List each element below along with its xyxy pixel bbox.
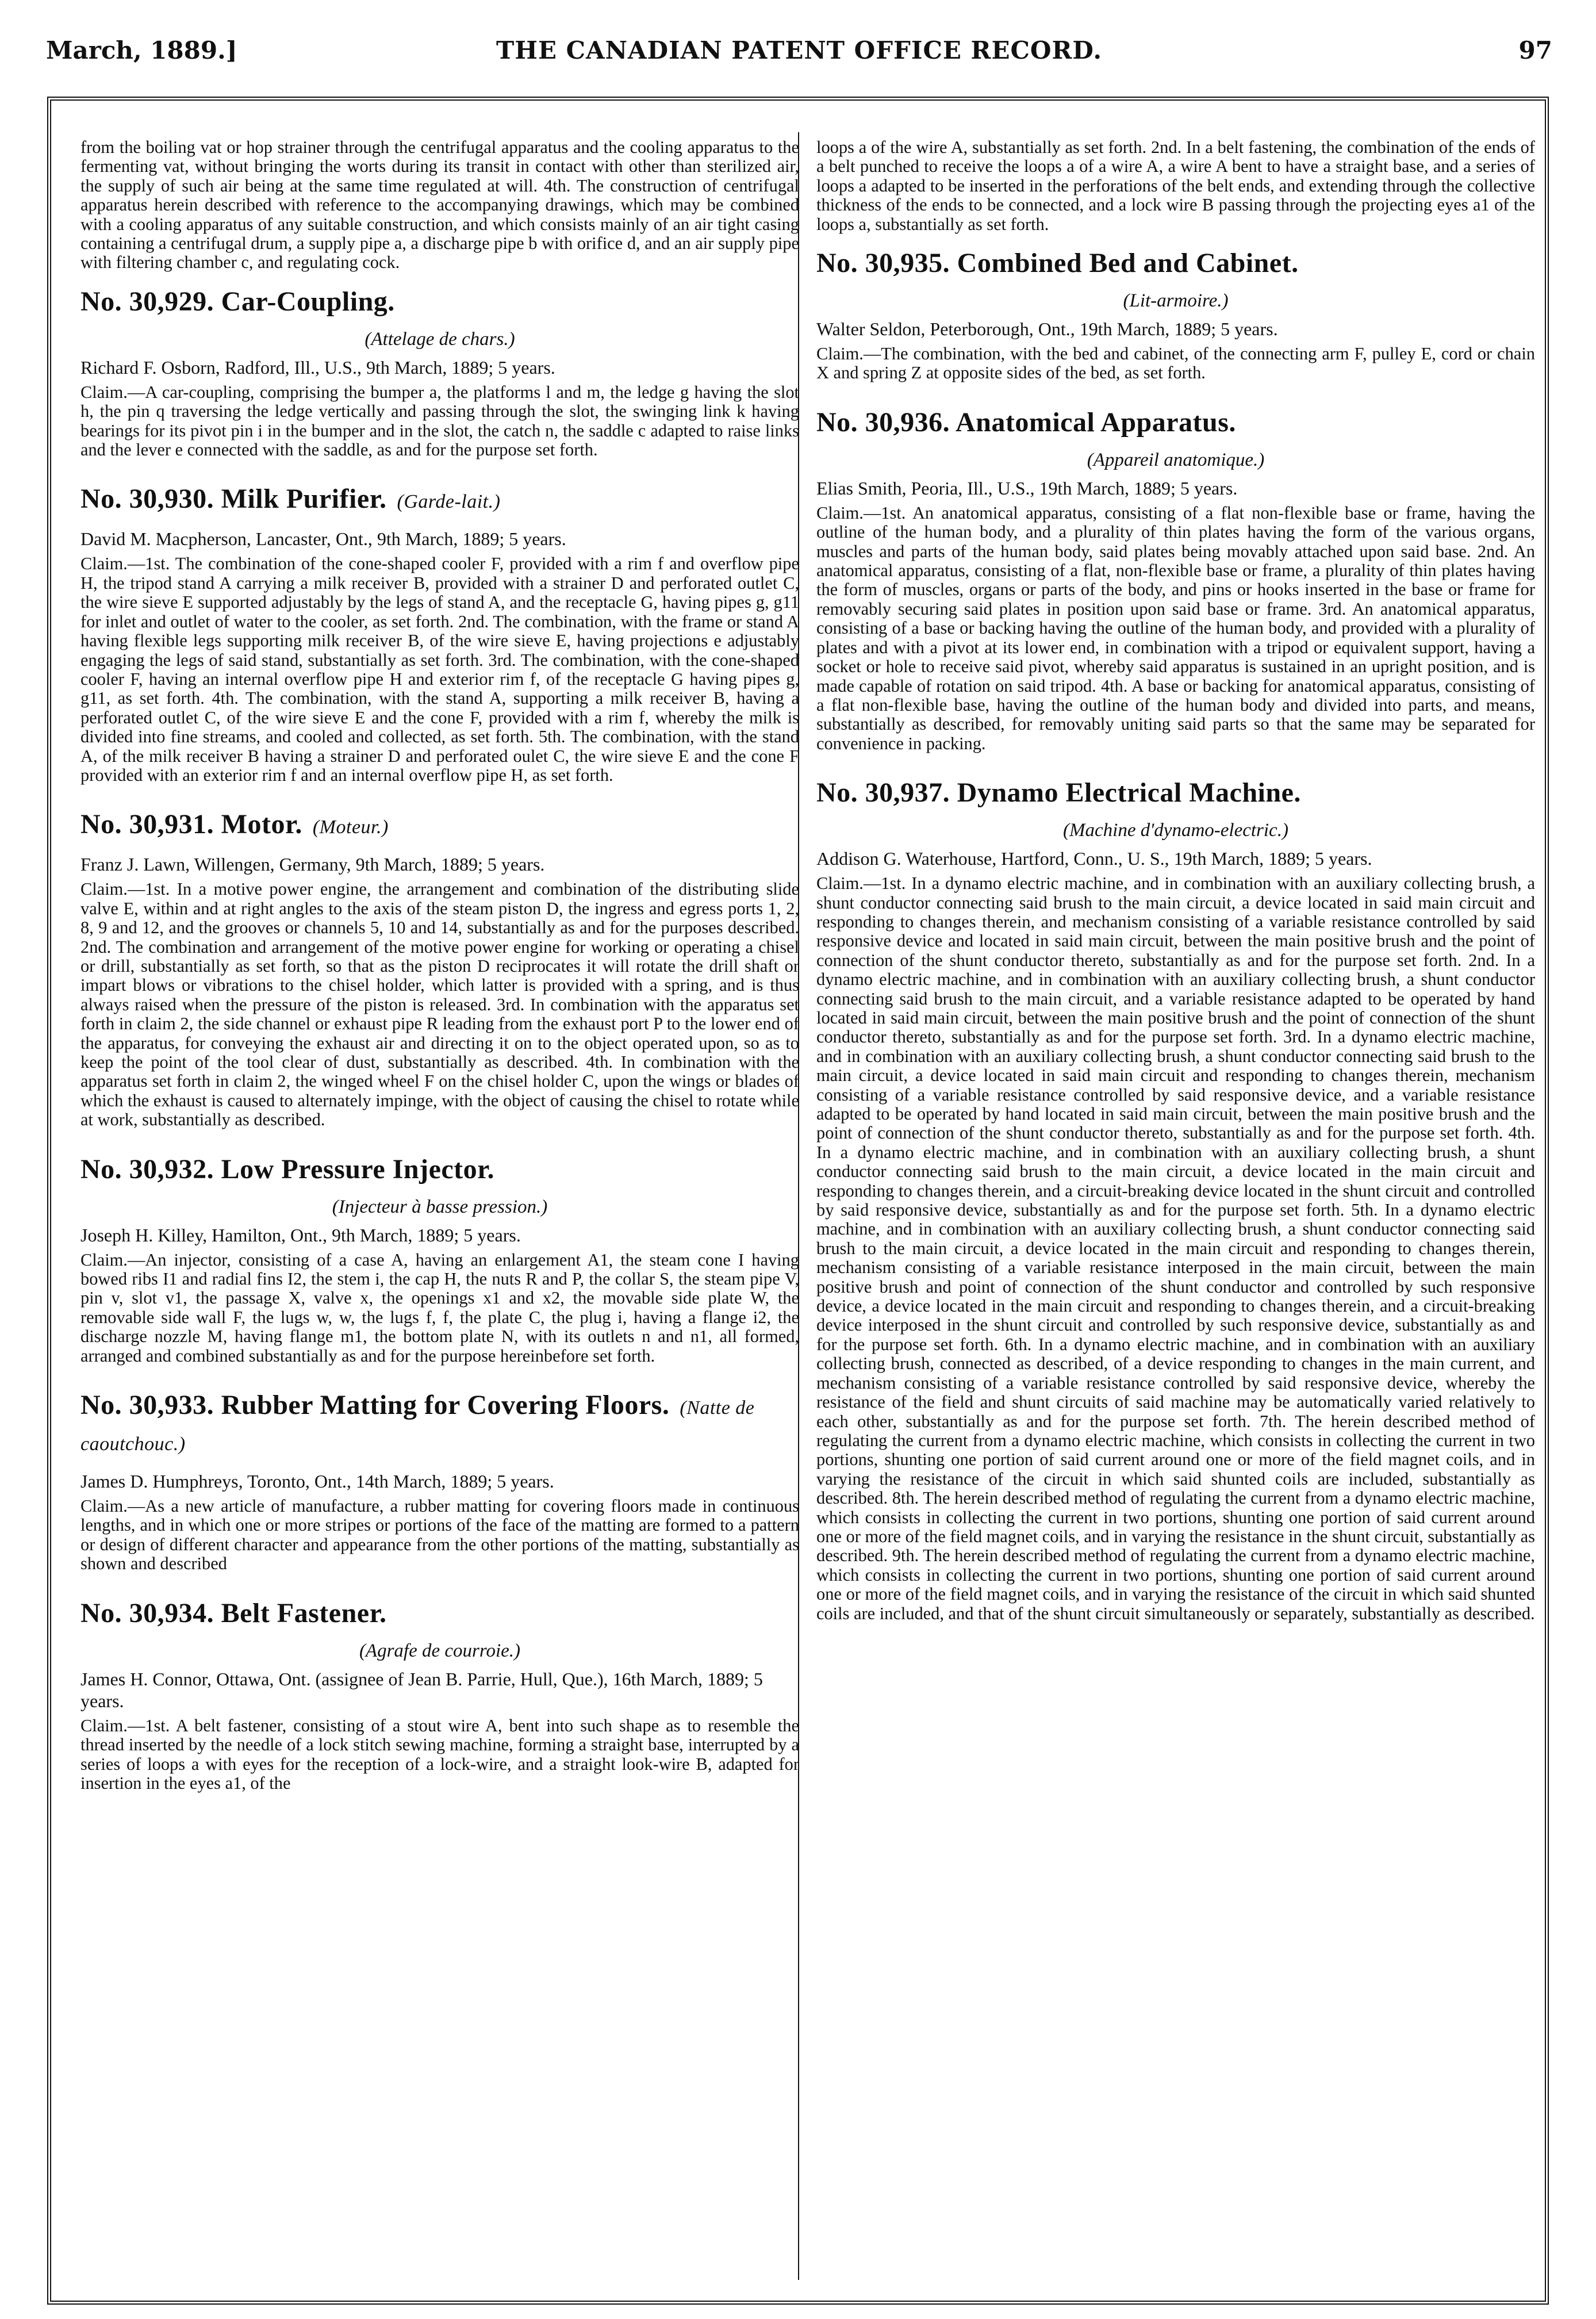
patent-claim: Claim.—1st. The combination of the cone-shaped cooler F, provided with a rim f and overflow pipe H, the tripod stand A carrying a milk receiver B, provided with a strainer D and perforated outlet C, the wire sieve E supported adjustably by the legs of stand A, and the receptacle G, having pipes g, g11 for inlet and outlet of water to the cooler, as set forth. 2nd. The combination, with the frame or stand A having flexible legs supporting milk receiver B, of the wire sieve E, having projections e adjustably engaging the legs of said stand, substantially as set forth. 3rd. The combination, with the cone-shaped cooler F, having an internal overflow pipe H and exterior rim f, of the receptacle G having pipes g, g11, as set forth. 4th. The combination, with the stand A, supporting a milk receiver B, having a perforated outlet C, of the wire sieve E and the cone F, provided with a rim f, whereby the milk is divided into fine streams, and cooled and collected, as set forth. 5th. The combination, with the stand A, of the milk receiver B having a strainer D and perforated oulet C, the wire sieve E and the cone F provided with an exterior rim f and an internal overflow pipe H, as set forth. bbox=[80, 554, 799, 785]
patent-title: No. 30,931. Motor. bbox=[80, 809, 302, 840]
patent-inventor: Richard F. Osborn, Radford, Ill., U.S., 9th March, 1889; 5 years. bbox=[80, 357, 555, 378]
patent-french-title: (Natte de caoutchouc.) bbox=[80, 1397, 755, 1455]
patent-claim: Claim.—1st. In a motive power engine, the arrangement and combination of the distributing slide valve E, within and at right angles to the axis of the steam piston D, the ingress and egress ports 1, 2, 8, 9 and 12, and the grooves or channels 5, 10 and 14, substantially as and for the purposes described. 2nd. The combination and arrangement of the motive power engine for working or operating a chisel or drill, substantially as set forth, so that as the piston D reciprocates it will rotate the drill shaft or impart blows or vibrations to the chisel holder, which latter is provided with a spring, and is thus always raised when the pressure of the piston is released. 3rd. In combination with the apparatus set forth in claim 2, the side channel or exhaust pipe R leading from the exhaust port P to the lower end of the apparatus, for conveying the exhaust air and directing it on to the object operated upon, so as to keep the point of the tool clear of dust, substantially as described. 4th. In combination with the apparatus set forth in claim 2, the winged wheel F on the chisel holder C, upon the wings or blades of which the exhaust is caused to alternately impinge, with the object of causing the chisel to rotate while at work, substantially as described. bbox=[80, 879, 799, 1130]
patent-french-title: (Lit-armoire.) bbox=[1123, 290, 1229, 312]
patent-claim: Claim.—1st. In a dynamo electric machine, and in combination with an auxiliary collecting brush, a shunt conductor connecting said brush to the main circuit, a device located in said main circuit and responding to changes therein, and mechanism consisting of a variable resistance controlled by said responsive device and located in said main circuit, between the main positive brush and the point of connection of the shunt conductor thereto, substantially as and for the purpose set forth. 2nd. In a dynamo electric machine, and in combination with an auxiliary collecting brush, a shunt conductor connecting said brush to the main circuit, and a variable resistance adapted to be operated by hand located in said main circuit, between the main positive brush and the point of connection of the shunt conductor thereto, substantially as and for the purpose set forth. 3rd. In a dynamo electric machine, and in combination with an auxiliary collecting brush, a shunt conductor connecting said brush to the main circuit, a device located in said main circuit and responding to changes therein, mechanism consisting of a variable resistance controlled by said responsive device, and a variable resistance adapted to be operated by hand located in said main circuit, between the main positive brush and the point of connection of the shunt conductor thereto, substantially as and for the purpose set forth. 4th. In a dynamo electric machine, and in combination with an auxiliary collecting brush, a shunt conductor connecting said brush to the main circuit, a device located in the main circuit and responding to changes therein, and a circuit-breaking device located in the shunt circuit and controlled by said responsive device, substantially as and for the purpose set forth. 5th. In a dynamo electric machine, and in combination with an auxiliary collecting brush, a shunt conductor connecting said brush to the main circuit, a device located in the main circuit and responding to changes therein, mechanism consisting of a variable resistance interposed in the main circuit, between the main positive brush and point of connection of the shunt conductor and controlled by such responsive device, a device located in the main circuit and responding to changes therein, and a circuit-breaking device interposed in the shunt circuit and controlled by such responsive device, substantially as and for the purpose set forth. 6th. In a dynamo electric machine, and in combination with an auxiliary collecting brush, connected as described, of a device responding to changes in the main current, and mechanism consisting of a variable resistance controlled by said responsive device, whereby the resistance of the field and shunt circuits of said machine may be automatically varied relatively to each other, substantially as and for the purpose set forth. 7th. The herein described method of regulating the current from a dynamo electric machine, which consists in collecting the current in two portions, shunting one portion of said current around one or more of the field magnet coils, and in varying the resistance of the circuit in which said shunted coils are included, substantially as described. 8th. The herein described method of regulating the current from a dynamo electric machine, which consists in collecting the current in two portions, shunting one portion of said current around one or more of the field magnet coils, and in varying the resistance in the shunt circuit, substantially as described. 9th. The herein described method of regulating the current from a dynamo electric machine, which consists in collecting the current in two portions, shunting one portion of said current around one or more of the field magnet coils, and in varying the resistance of the circuit in which said shunted coils are included, and that of the shunt circuit simultaneously or separately, substantially as described. bbox=[816, 873, 1535, 1623]
patent-entry bbox=[816, 776, 1535, 1623]
patent-inventor: Elias Smith, Peoria, Ill., U.S., 19th March, 1889; 5 years. bbox=[816, 477, 1238, 499]
patent-inventor: David M. Macpherson, Lancaster, Ont., 9th March, 1889; 5 years. bbox=[80, 528, 566, 550]
patent-title: No. 30,930. Milk Purifier. bbox=[80, 484, 387, 515]
patent-title: No. 30,929. Car-Coupling. bbox=[80, 286, 395, 317]
patent-french-title: (Machine d'dynamo-electric.) bbox=[1063, 820, 1288, 841]
patent-inventor: Joseph H. Killey, Hamilton, Ont., 9th March, 1889; 5 years. bbox=[80, 1224, 521, 1245]
patent-inventor: James H. Connor, Ottawa, Ont. (assignee of Jean B. Parrie, Hull, Que.), 16th March, 1889; 5 years. bbox=[80, 1668, 763, 1711]
page-number: 97 bbox=[1518, 36, 1552, 64]
patent-title: No. 30,932. Low Pressure Injector. bbox=[80, 1153, 495, 1185]
right-column bbox=[816, 138, 1535, 2277]
patent-french-title: (Garde-lait.) bbox=[397, 491, 501, 513]
patent-claim: Claim.—1st. An anatomical apparatus, consisting of a flat non-flexible base or frame, having the outline of the human body, and a plurality of thin plates having the form of the various organs, muscles and parts of the human body, said plates being movably attached upon said base. 2nd. An anatomical apparatus, consisting of a flat, non-flexible base or frame, a plurality of thin plates having the form of muscles, organs or parts of the body, and pins or hooks inserted in the base or frame for removably securing said plates in position upon said base or frame. 3rd. An anatomical apparatus, consisting of a base or backing having the outline of the human body, and provided with a plurality of plates and with a pivot at its lower end, in combination with a tripod or equivalent support, having a socket or hole to receive said pivot, whereby said apparatus is sustained in an upright position, and is made capable of rotation on said tripod. 4th. A base or backing for anatomical apparatus, consisting of a flat non-flexible base, having the outline of the human body and divided into parts, and means, substantially as described, for removably uniting said parts so that the same may be separated for convenience in packing. bbox=[816, 503, 1535, 753]
patent-inventor: Franz J. Lawn, Willengen, Germany, 9th March, 1889; 5 years. bbox=[80, 854, 545, 875]
patent-french-title: (Agrafe de courroie.) bbox=[359, 1640, 521, 1661]
patent-entry bbox=[80, 1389, 799, 1574]
patent-title: No. 30,934. Belt Fastener. bbox=[80, 1597, 387, 1628]
patent-title: No. 30,936. Anatomical Apparatus. bbox=[816, 407, 1236, 438]
patent-title-row bbox=[80, 808, 799, 844]
patent-title: No. 30,933. Rubber Matting for Covering Floors. bbox=[80, 1390, 670, 1421]
patent-inventor: Addison G. Waterhouse, Hartford, Conn., U. S., 19th March, 1889; 5 years. bbox=[816, 848, 1372, 869]
patent-entry bbox=[80, 482, 799, 785]
patent-claim: Claim.—A car-coupling, comprising the bumper a, the platforms l and m, the ledge g having the slot h, the pin q traversing the ledge vertically and passing through the slot, the swinging link k having bearings for its pivot pin i in the bumper and in the slot, the catch n, the saddle c adapted to raise links and the lever e connected with the saddle, as and for the purpose set forth. bbox=[80, 382, 799, 460]
patent-entry bbox=[80, 808, 799, 1129]
patent-entry bbox=[80, 1597, 799, 1793]
patent-entry bbox=[816, 247, 1535, 383]
patent-claim: Claim.—An injector, consisting of a case A, having an enlargement A1, the steam cone I having bowed ribs I1 and radial fins I2, the stem i, the cap H, the nuts R and P, the collar S, the steam pipe V, pin v, slot v1, the passage X, valve x, the openings x1 and x2, the movable side plate W, the removable side wall F, the lugs w, w, the lugs f, f, the plate C, the plug i, having a flange i2, the discharge nozzle M, having flange m1, the bottom plate N, with its outlets n and n1, all formed, arranged and combined substantially as and for the purpose hereinbefore set forth. bbox=[80, 1249, 799, 1366]
patent-claim: Claim.—As a new article of manufacture, a rubber matting for covering floors made in continuous lengths, and in which one or more stripes or portions of the face of the matting are formed to a pattern or design of different character and appearance from the other portions of the matting, substantially as shown and described bbox=[80, 1496, 799, 1574]
publication-title: THE CANADIAN PATENT OFFICE RECORD. bbox=[496, 36, 1102, 64]
patent-title-row bbox=[80, 482, 799, 519]
issue-date: March, 1889.] bbox=[46, 36, 237, 64]
patent-french-title: (Appareil anatomique.) bbox=[1087, 449, 1265, 470]
patent-inventor: Walter Seldon, Peterborough, Ont., 19th March, 1889; 5 years. bbox=[816, 319, 1278, 340]
continued-text: from the boiling vat or hop strainer through the centrifugal apparatus and the cooling apparatus to the fermenting vat, without bringing the worts during its transit in contact with other than sterilized air, the supply of such air being at the same time regulated at will. 4th. The construction of centrifugal apparatus herein described with reference to the accompanying drawings, which may be combined with a cooling apparatus of any suitable construction, and which consists mainly of an air tight casing containing a centrifugal drum, a supply pipe a, a discharge pipe b with orifice d, and an air supply pipe with filtering chamber c, and regulating cock. bbox=[80, 138, 799, 273]
patent-french-title: (Injecteur à basse pression.) bbox=[332, 1196, 548, 1217]
patent-claim: Claim.—1st. A belt fastener, consisting of a stout wire A, bent into such shape as to resemble the thread inserted by the needle of a lock stitch sewing machine, forming a straight base, interrupted by a series of loops a with eyes for the reception of a lock-wire, and a straight look-wire B, adapted for insertion in the eyes a1, of the bbox=[80, 1715, 799, 1793]
patent-inventor: James D. Humphreys, Toronto, Ont., 14th March, 1889; 5 years. bbox=[80, 1471, 554, 1492]
patent-entry bbox=[80, 1153, 799, 1366]
patent-entry bbox=[816, 406, 1535, 753]
patent-title-row bbox=[80, 1389, 799, 1461]
patent-french-title: (Attelage de chars.) bbox=[365, 328, 515, 350]
page-header bbox=[34, 33, 1564, 79]
patent-title: No. 30,935. Combined Bed and Cabinet. bbox=[816, 248, 1299, 279]
left-column bbox=[80, 138, 799, 2277]
patent-title: No. 30,937. Dynamo Electrical Machine. bbox=[816, 777, 1301, 808]
patent-french-title: (Moteur.) bbox=[312, 817, 389, 838]
patent-entry bbox=[80, 285, 799, 460]
patent-claim: Claim.—The combination, with the bed and cabinet, of the connecting arm F, pulley E, cord or chain X and spring Z at opposite sides of the bed, as set forth. bbox=[816, 344, 1535, 383]
continued-text: loops a of the wire A, substantially as set forth. 2nd. In a belt fastening, the combination of the ends of a belt punched to receive the loops a of a wire A, a wire A bent to have a straight base, and a series of loops a adapted to be inserted in the perforations of the belt ends, and extending through the collective thickness of the ends to be connected, and a lock wire B passing through the projecting eyes a1 of the loops a, substantially as set forth. bbox=[816, 138, 1535, 234]
